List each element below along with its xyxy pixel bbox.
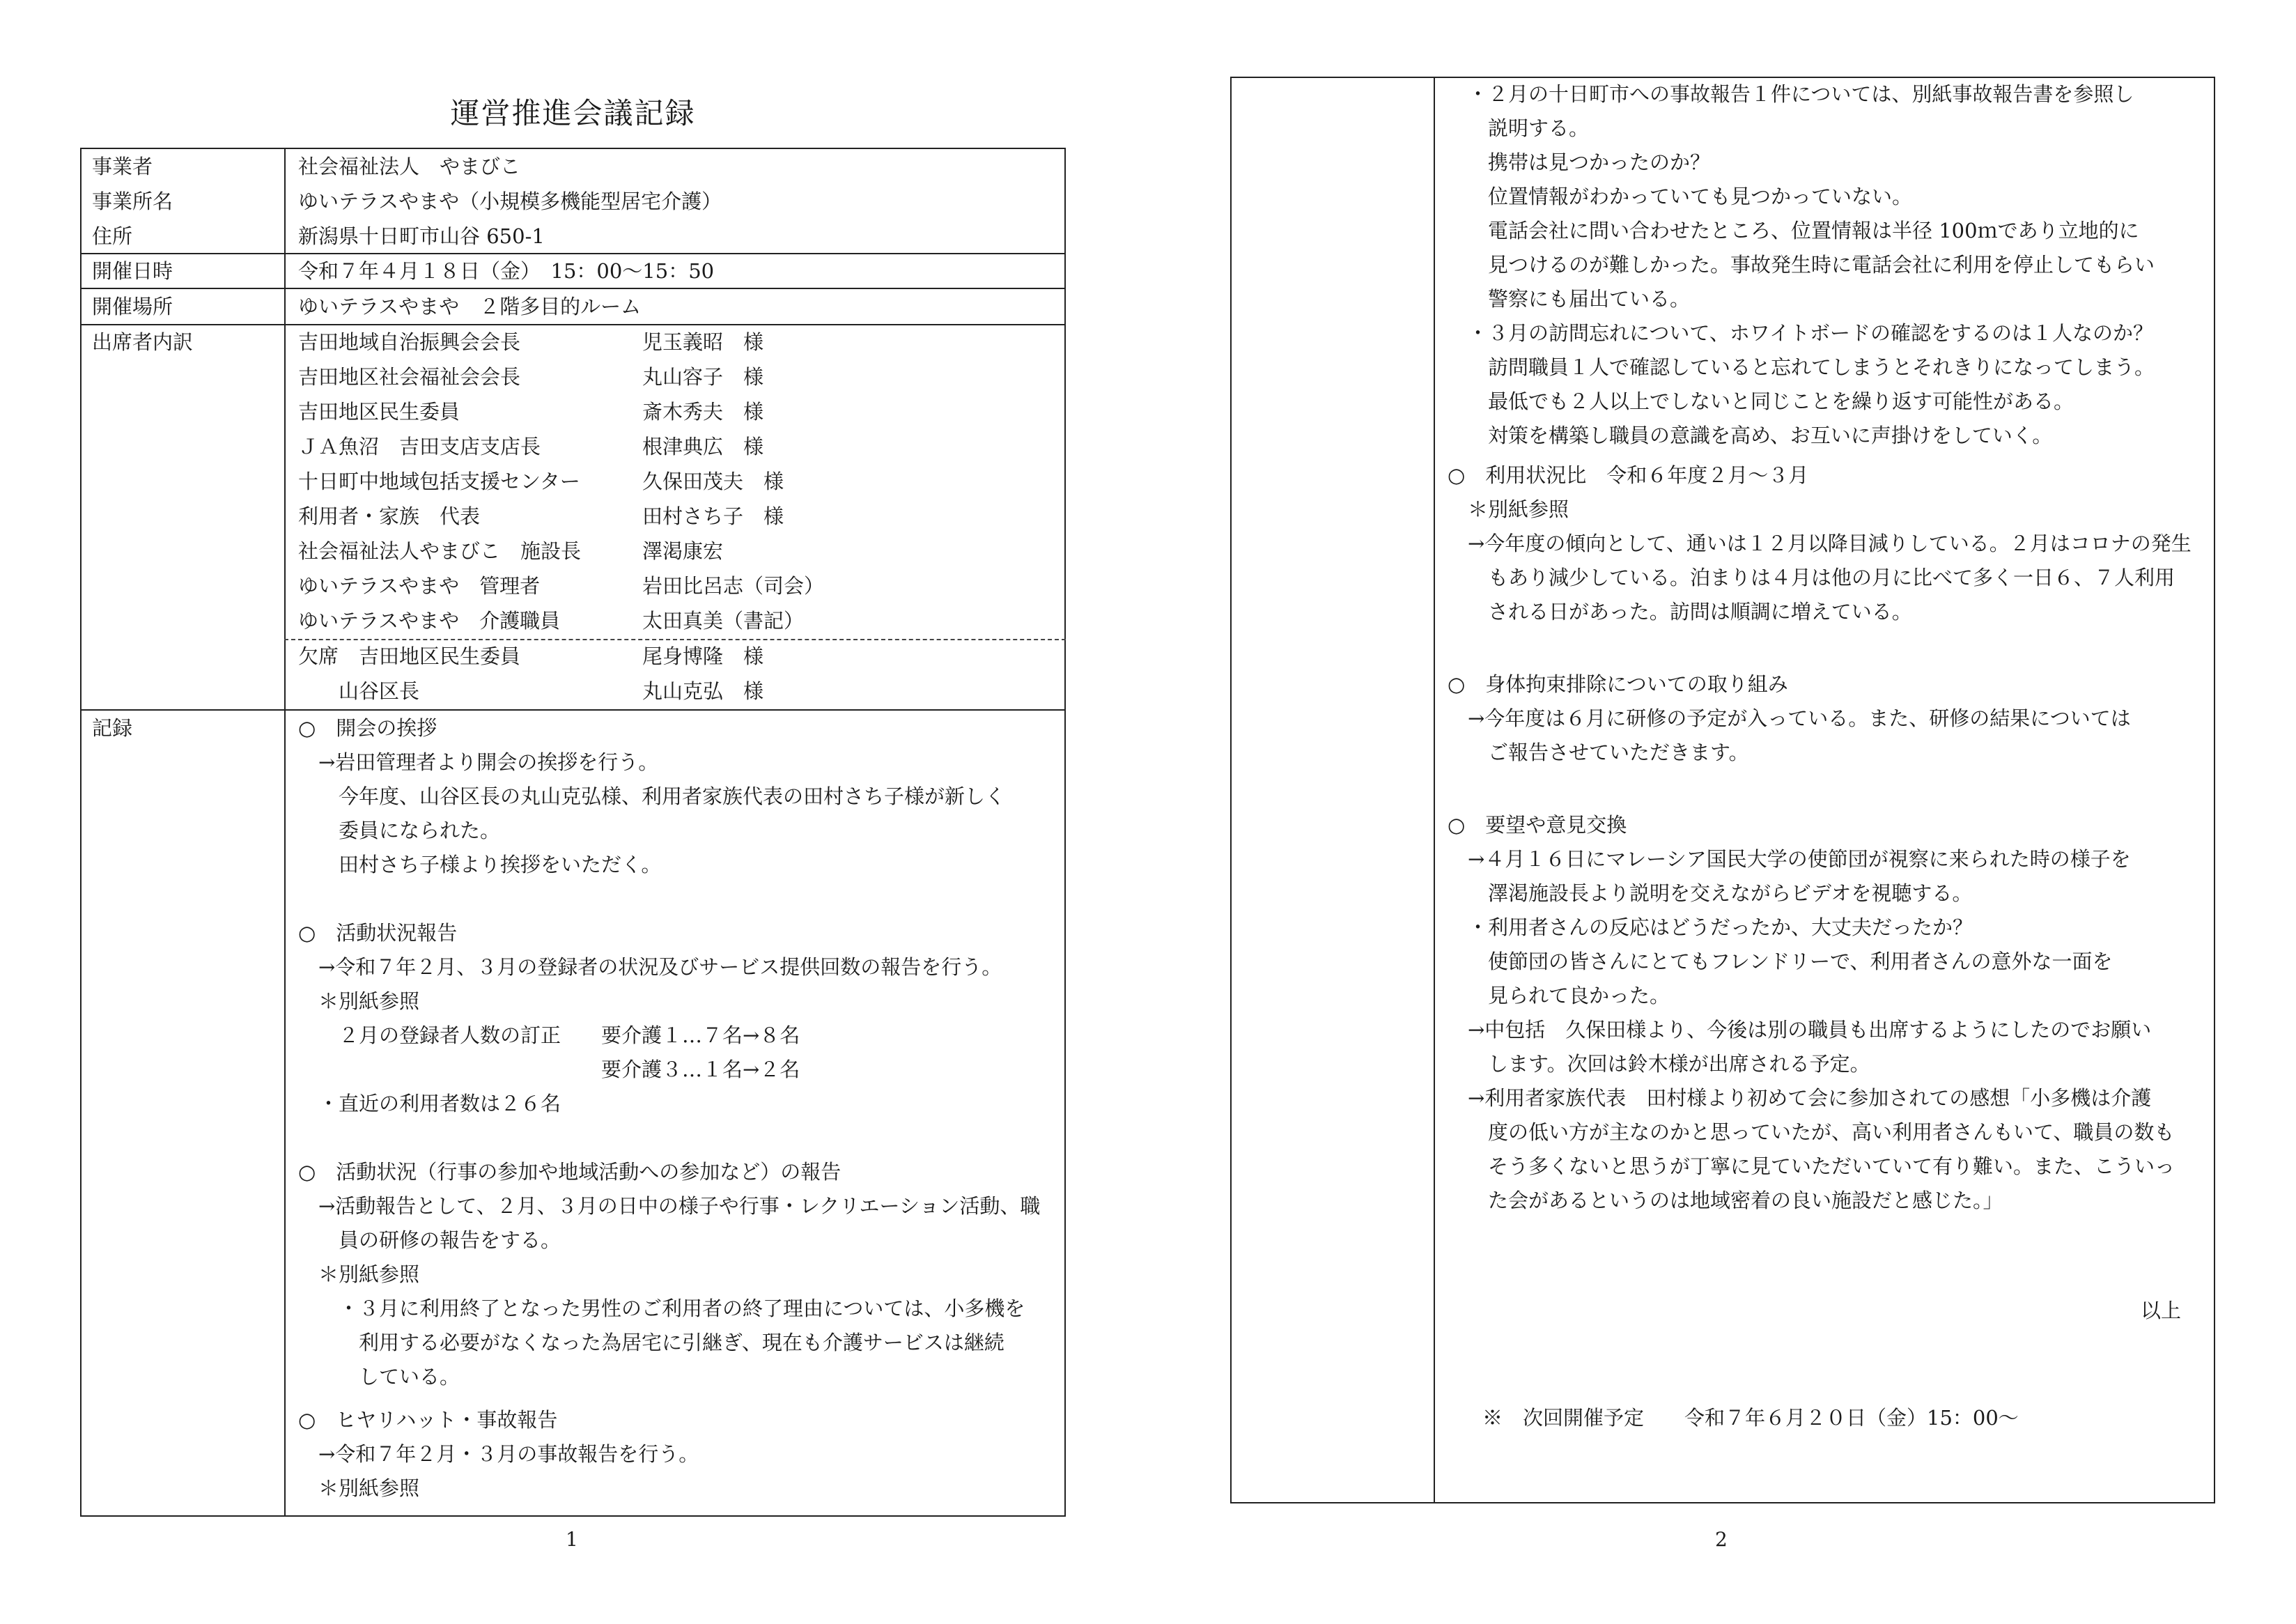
attendee-name: 児玉義昭 様 bbox=[642, 330, 764, 354]
record-line: →令和７年２月、３月の登録者の状況及びサービス提供回数の報告を行う。 bbox=[298, 955, 1002, 979]
attendee-role: 吉田地域自治振興会会長 bbox=[298, 330, 521, 354]
record-line: ○ 要望や意見交換 bbox=[1448, 813, 1627, 837]
record-line: 最低でも２人以上でしないと同じことを繰り返す可能性がある。 bbox=[1448, 389, 2074, 413]
record-line: 警察にも届出ている。 bbox=[1448, 287, 1691, 311]
record-line: 見つけるのが難しかった。事故発生時に電話会社に利用を停止してもらい bbox=[1448, 253, 2155, 277]
record-line: 委員になられた。 bbox=[298, 819, 501, 842]
record-table-continued bbox=[1230, 77, 2215, 1503]
attendee-name: 久保田茂夫 様 bbox=[642, 470, 784, 493]
record-line: ・２月の十日町市への事故報告１件については、別紙事故報告書を参照し bbox=[1448, 82, 2134, 106]
attendee-name: 岩田比呂志（司会） bbox=[642, 574, 825, 598]
record-line: 度の低い方が主なのかと思っていたが、高い利用者さんもいて、職員の数も bbox=[1448, 1120, 2175, 1144]
record-line: もあり減少している。泊まりは４月は他の月に比べて多く一日６、７人利用 bbox=[1448, 566, 2175, 589]
record-line: 位置情報がわかっていても見つかっていない。 bbox=[1448, 185, 1913, 208]
record-line: ○ 活動状況（行事の参加や地域活動への参加など）の報告 bbox=[298, 1160, 841, 1184]
record-line: →今年度は６月に研修の予定が入っている。また、研修の結果については bbox=[1448, 706, 2131, 730]
record-line: される日があった。訪問は順調に増えている。 bbox=[1448, 600, 1912, 624]
record-line: ○ 活動状況報告 bbox=[298, 921, 458, 945]
attendee-role: 社会福祉法人やまびこ 施設長 bbox=[298, 539, 582, 563]
record-line: ○ ヒヤリハット・事故報告 bbox=[298, 1408, 558, 1432]
table-row-divider bbox=[80, 253, 1066, 254]
record-line: ２月の登録者人数の訂正 要介護１…７名→８名 bbox=[298, 1023, 800, 1047]
place-value: ゆいテラスやまや ２階多目的ルーム bbox=[298, 295, 642, 318]
record-line: →令和７年２月・３月の事故報告を行う。 bbox=[298, 1442, 699, 1466]
page-number: 2 bbox=[1715, 1528, 1728, 1551]
record-line: ＊別紙参照 bbox=[1448, 497, 1569, 521]
record-line: た会があるというのは地域密着の良い施設だと感じた。」 bbox=[1448, 1189, 2003, 1212]
record-line: →４月１６日にマレーシア国民大学の使節団が視察に来られた時の様子を bbox=[1448, 847, 2131, 871]
record-line: ○ 開会の挨拶 bbox=[298, 716, 437, 740]
record-line: 訪問職員１人で確認していると忘れてしまうとそれきりになってしまう。 bbox=[1448, 355, 2155, 379]
record-line: ＊別紙参照 bbox=[298, 989, 420, 1013]
record-line: そう多くないと思うが丁寧に見ていただいていて有り難い。また、こういっ bbox=[1448, 1154, 2175, 1178]
attendee-name: 丸山容子 様 bbox=[642, 365, 764, 389]
record-line: ○ 利用状況比 令和６年度２月～３月 bbox=[1448, 463, 1809, 487]
office-value: ゆいテラスやまや（小規模多機能型居宅介護） bbox=[298, 190, 722, 213]
record-line: 電話会社に問い合わせたところ、位置情報は半径 100ｍであり立地的に bbox=[1448, 219, 2139, 242]
record-line: 澤渇施設長より説明を交えながらビデオを視聴する。 bbox=[1448, 881, 1973, 905]
record-line: 員の研修の報告をする。 bbox=[298, 1228, 561, 1252]
record-line: ・直近の利用者数は２６名 bbox=[298, 1092, 561, 1115]
record-line: 説明する。 bbox=[1448, 116, 1590, 140]
attendee-name: 田村さち子 様 bbox=[642, 504, 784, 528]
record-line: 田村さち子様より挨拶をいただく。 bbox=[298, 853, 662, 876]
page-title: 運営推進会議記録 bbox=[450, 96, 696, 130]
record-line: ＊別紙参照 bbox=[298, 1262, 420, 1286]
attendee-role: ゆいテラスやまや 介護職員 bbox=[298, 609, 561, 633]
attendee-role: 吉田地区社会福祉会会長 bbox=[298, 365, 521, 389]
record-line: →今年度の傾向として、通いは１２月以降目減りしている。２月はコロナの発生 bbox=[1448, 532, 2192, 555]
attendee-name: 太田真美（書記） bbox=[642, 609, 805, 633]
absent-name: 丸山克弘 様 bbox=[642, 679, 764, 703]
record-label: 記録 bbox=[92, 716, 133, 740]
record-line: 対策を構築し職員の意識を高め、お互いに声掛けをしていく。 bbox=[1448, 424, 2053, 447]
attendees-label: 出席者内訳 bbox=[92, 330, 194, 354]
record-line: ・３月に利用終了となった男性のご利用者の終了理由については、小多機を bbox=[298, 1297, 1025, 1320]
record-line: 見られて良かった。 bbox=[1448, 984, 1670, 1007]
attendee-role: 吉田地区民生委員 bbox=[298, 400, 460, 424]
record-line: →活動報告として、２月、３月の日中の様子や行事・レクリエーション活動、職 bbox=[298, 1194, 1041, 1218]
record-line: ○ 身体拘束排除についての取り組み bbox=[1448, 672, 1788, 696]
place-label: 開催場所 bbox=[92, 295, 173, 318]
page-2 bbox=[1148, 0, 2296, 1624]
record-line: 今年度、山谷区長の丸山克弘様、利用者家族代表の田村さち子様が新しく bbox=[298, 784, 1006, 808]
business-label: 事業者 bbox=[92, 155, 153, 178]
record-line: →中包括 久保田様より、今後は別の職員も出席するようにしたのでお願い bbox=[1448, 1018, 2152, 1042]
office-label: 事業所名 bbox=[92, 190, 173, 213]
attendee-role: 十日町中地域包括支援センター bbox=[298, 470, 580, 493]
address-value: 新潟県十日町市山谷 650-1 bbox=[298, 224, 545, 248]
date-value: 令和７年４月１８日（金） 15：00～15：50 bbox=[298, 259, 715, 283]
attendee-name: 根津典広 様 bbox=[642, 435, 764, 458]
record-line: 使節団の皆さんにとてもフレンドリーで、利用者さんの意外な一面を bbox=[1448, 950, 2113, 973]
record-line: している。 bbox=[298, 1365, 460, 1389]
business-value: 社会福祉法人 やまびこ bbox=[298, 155, 521, 178]
record-line: ・３月の訪問忘れについて、ホワイトボードの確認をするのは１人なのか？ bbox=[1448, 321, 2153, 345]
table-column-divider bbox=[1434, 77, 1435, 1503]
record-line: ご報告させていただきます。 bbox=[1448, 741, 1749, 764]
table-column-divider bbox=[284, 148, 286, 1517]
absent-name: 尾身博隆 様 bbox=[642, 644, 764, 668]
absent-divider bbox=[284, 639, 1066, 640]
record-line: →利用者家族代表 田村様より初めて会に参加されての感想「小多機は介護 bbox=[1448, 1086, 2152, 1110]
page-number: 1 bbox=[566, 1528, 578, 1551]
record-line: ＊別紙参照 bbox=[298, 1476, 420, 1500]
record-line: →岩田管理者より開会の挨拶を行う。 bbox=[298, 750, 659, 774]
address-label: 住所 bbox=[92, 224, 133, 248]
date-label: 開催日時 bbox=[92, 259, 173, 283]
attendee-name: 澤渇康宏 bbox=[642, 539, 724, 563]
table-row-divider bbox=[80, 288, 1066, 289]
attendee-name: 斎木秀夫 様 bbox=[642, 400, 764, 424]
attendee-role: 利用者・家族 代表 bbox=[298, 504, 481, 528]
table-row-divider bbox=[80, 324, 1066, 325]
record-line: 要介護３…１名→２名 bbox=[298, 1058, 800, 1081]
closing-text: 以上 bbox=[2141, 1299, 2182, 1322]
attendee-role: ゆいテラスやまや 管理者 bbox=[298, 574, 541, 598]
absent-role: 山谷区長 bbox=[298, 679, 420, 703]
record-line: 携帯は見つかったのか？ bbox=[1448, 150, 1711, 174]
absent-role: 欠席 吉田地区民生委員 bbox=[298, 644, 521, 668]
record-line: 利用する必要がなくなった為居宅に引継ぎ、現在も介護サービスは継続 bbox=[298, 1331, 1004, 1354]
next-meeting: ※ 次回開催予定 令和７年６月２０日（金）15：00～ bbox=[1482, 1406, 2019, 1430]
attendee-role: ＪＡ魚沼 吉田支店支店長 bbox=[298, 435, 541, 458]
record-line: ・利用者さんの反応はどうだったか、大丈夫だったか？ bbox=[1448, 915, 1973, 939]
record-line: します。次回は鈴木様が出席される予定。 bbox=[1448, 1052, 1870, 1076]
table-row-divider bbox=[80, 709, 1066, 711]
